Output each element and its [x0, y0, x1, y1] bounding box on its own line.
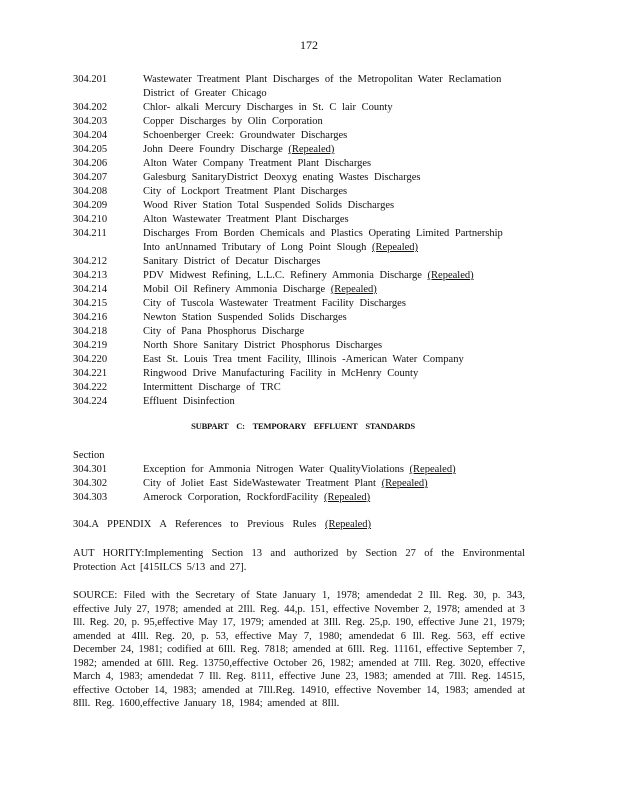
section-title [143, 325, 533, 339]
section-number: 304.205 [73, 144, 108, 155]
section-number: 304.211 [73, 228, 107, 239]
section-title-line [143, 213, 533, 227]
section-title [143, 491, 533, 505]
toc-entry [73, 269, 533, 283]
section-label: Section [73, 450, 105, 461]
repealed-marker: (Repealed) [288, 144, 335, 155]
section-title-text: Discharges From Borden Chemicals and Plastics Operating Limited Partnership [143, 228, 503, 239]
section-title [143, 353, 533, 367]
section-title-line [143, 463, 533, 477]
toc-entry [73, 73, 533, 101]
repealed-marker: (Repealed) [371, 242, 419, 253]
section-title [143, 311, 533, 325]
section-title [143, 395, 533, 409]
appendix-entry [73, 519, 533, 530]
section-title-text: Sanitary District of Decatur Discharges [143, 256, 321, 267]
toc-entry [73, 395, 533, 409]
section-title-text: City of Tuscola Wastewater Treatment Facility Discharges [143, 298, 406, 309]
section-title-line [143, 185, 533, 199]
section-title-text: Amerock Corporation, RockfordFacility [143, 492, 319, 503]
section-title [143, 115, 533, 129]
repealed-marker: (Repealed) [381, 478, 428, 489]
toc-entry [73, 353, 533, 367]
section-title-line [143, 283, 533, 297]
toc-entry [73, 325, 533, 339]
toc-entry [73, 297, 533, 311]
toc-entry [73, 339, 533, 353]
section-number: 304.220 [73, 354, 108, 365]
section-number: 304.212 [73, 256, 108, 267]
repealed-marker: (Repealed) [427, 270, 474, 281]
toc-entry [73, 463, 533, 477]
toc-entry [73, 157, 533, 171]
section-number: 304.219 [73, 340, 108, 351]
section-title [143, 283, 533, 297]
appendix-repealed: (Repealed) [325, 519, 372, 530]
section-number: 304.215 [73, 298, 108, 309]
section-title-text: Alton Wastewater Treatment Plant Discharges [143, 214, 349, 225]
section-title-text: Wood River Station Total Suspended Solids Discharges [143, 200, 395, 211]
section-title-text: City of Joliet East SideWastewater Treatment Plant [143, 478, 376, 489]
section-title-text: Alton Water Company Treatment Plant Discharges [143, 158, 372, 169]
section-title-text: Galesburg SanitaryDistrict Deoxyg enating Wastes Discharges [143, 172, 421, 183]
section-title-line [143, 325, 533, 339]
section-title-line [143, 171, 533, 185]
section-title-line [143, 339, 533, 353]
section-title-text: PDV Midwest Refining, L.L.C. Refinery Ammonia Discharge [143, 270, 422, 281]
page-number: 172 [300, 38, 318, 52]
authority-note: AUT HORITY:Implementing Section 13 and authorized by Section 27 of the Environmental Protection Act [415ILCS 5/13 and 27]. [73, 548, 525, 573]
section-title [143, 73, 533, 101]
toc-entry [73, 129, 533, 143]
section-title-line [143, 255, 533, 269]
section-title [143, 227, 533, 255]
section-title-text: Exception for Ammonia Nitrogen Water QualityViolations [143, 464, 404, 475]
section-title-line [143, 227, 533, 241]
toc-entry [73, 101, 533, 115]
section-title-text: Ringwood Drive Manufacturing Facility in McHenry County [143, 368, 419, 379]
section-title [143, 477, 533, 491]
repealed-marker: (Repealed) [324, 492, 371, 503]
section-title-text: Mobil Oil Refinery Ammonia Discharge [143, 284, 326, 295]
section-title [143, 213, 533, 227]
section-number: 304.224 [73, 396, 108, 407]
section-title [143, 157, 533, 171]
source-note: SOURCE: Filed with the Secretary of State January 1, 1978; amendedat 2 Ill. Reg. 30, p. 343, effective July 27, 1978; amended at 2Ill. Reg. 44,p. 151, effective November 2, 1978; amended at 3 Ill. Reg. 20, p. 95,effective May 17, 1979; amended at 3Ill. Reg. 25,p. 190, effective June 21, 1979; amended at 4Ill. Reg. 20, p. 53, effective May 7, 1980; amendedat 6 Ill. Reg. 563, eff ective December 24, 1981; codified at 6Ill. Reg. 7818; amended at 6Ill. Reg. 11161, effective September 7, 1982; amended at 6Ill. Reg. 13750,effective October 26, 1982; amended at 7Ill. Reg. 3020, effective March 4, 1983; amendedat 7 Ill. Reg. 8111, effective June 23, 1983; amended at 7Ill. Reg. 14515, effective October 14, 1983; amended at 7Ill.Reg. 14910, effective November 14, 1983; amended at 8Ill. Reg. 1600,effective January 18, 1984; amended at 8Ill. [73, 590, 525, 709]
section-title [143, 199, 533, 213]
toc-entry [73, 311, 533, 325]
section-number: 304.207 [73, 172, 108, 183]
toc-entry [73, 491, 533, 505]
section-title-line [143, 269, 533, 283]
toc-entry [73, 227, 533, 255]
appendix-title: 304.A PPENDIX A References to Previous Rules [73, 519, 317, 530]
section-title-line [143, 395, 533, 409]
section-title-line [143, 115, 533, 129]
section-title-line [143, 129, 533, 143]
toc-entry [73, 171, 533, 185]
section-number: 304.222 [73, 382, 108, 393]
section-title [143, 463, 533, 477]
section-title-line [143, 241, 533, 255]
toc-entry [73, 143, 533, 157]
section-title-text: Effluent Disinfection [143, 396, 235, 407]
section-title-line [143, 143, 533, 157]
section-number: 304.214 [73, 284, 108, 295]
section-number: 304.210 [73, 214, 108, 225]
section-title-text: North Shore Sanitary District Phosphorus Discharges [143, 340, 383, 351]
section-title-text: City of Pana Phosphorus Discharge [143, 326, 305, 337]
section-title [143, 367, 533, 381]
toc-entry [73, 115, 533, 129]
section-title [143, 101, 533, 115]
repealed-marker: (Repealed) [330, 284, 377, 295]
section-number: 304.204 [73, 130, 108, 141]
section-title [143, 143, 533, 157]
section-number: 304.218 [73, 326, 108, 337]
section-number: 304.203 [73, 116, 108, 127]
table-of-contents [73, 73, 533, 409]
toc-entry [73, 199, 533, 213]
section-number: 304.206 [73, 158, 108, 169]
toc-entry [73, 283, 533, 297]
section-number: 304.213 [73, 270, 108, 281]
section-number: 304.201 [73, 74, 108, 85]
section-title-line [143, 491, 533, 505]
section-title-line [143, 157, 533, 171]
repealed-marker: (Repealed) [409, 464, 456, 475]
section-title [143, 255, 533, 269]
section-number: 304.202 [73, 102, 108, 113]
toc-entry [73, 213, 533, 227]
section-title-text: Schoenberger Creek: Groundwater Discharges [143, 130, 348, 141]
section-title-text: Into anUnnamed Tributary of Long Point Slough [143, 242, 367, 253]
section-title-text: John Deere Foundry Discharge [143, 144, 283, 155]
toc-entry [73, 477, 533, 491]
toc-entry [73, 185, 533, 199]
section-title [143, 171, 533, 185]
section-title-line [143, 199, 533, 213]
section-title [143, 297, 533, 311]
section-title-text: Newton Station Suspended Solids Discharges [143, 312, 347, 323]
section-title-text: City of Lockport Treatment Plant Discharges [143, 186, 348, 197]
section-number: 304.302 [73, 478, 108, 489]
subpart-c-list [73, 449, 533, 505]
section-title-line [143, 381, 533, 395]
section-title-text: Wastewater Treatment Plant Discharges of the Metropolitan Water Reclamation [143, 74, 502, 85]
section-number: 304.301 [73, 464, 108, 475]
section-title [143, 185, 533, 199]
section-number: 304.208 [73, 186, 108, 197]
section-title [143, 381, 533, 395]
section-number: 304.303 [73, 492, 108, 503]
section-title-text: East St. Louis Trea tment Facility, Illinois -American Water Company [143, 354, 464, 365]
section-title [143, 339, 533, 353]
subpart-heading: SUBPART C: TEMPORARY EFFLUENT STANDARDS [191, 421, 415, 431]
section-number: 304.216 [73, 312, 108, 323]
section-title [143, 129, 533, 143]
section-title [143, 269, 533, 283]
toc-entry [73, 381, 533, 395]
section-title-line [143, 101, 533, 115]
toc-entry [73, 255, 533, 269]
section-title-line [143, 367, 533, 381]
section-title-text: Intermittent Discharge of TRC [143, 382, 281, 393]
section-title-text: Copper Discharges by Olin Corporation [143, 116, 323, 127]
section-number: 304.209 [73, 200, 108, 211]
section-title-line [143, 353, 533, 367]
section-title-text: Chlor- alkali Mercury Discharges in St. C lair County [143, 102, 393, 113]
section-title-text: District of Greater Chicago [143, 88, 267, 99]
toc-entry [73, 367, 533, 381]
section-title-line [143, 477, 533, 491]
section-title-line [143, 73, 533, 87]
section-title-line [143, 297, 533, 311]
section-title-line [143, 87, 533, 101]
section-title-line [143, 311, 533, 325]
section-number: 304.221 [73, 368, 108, 379]
